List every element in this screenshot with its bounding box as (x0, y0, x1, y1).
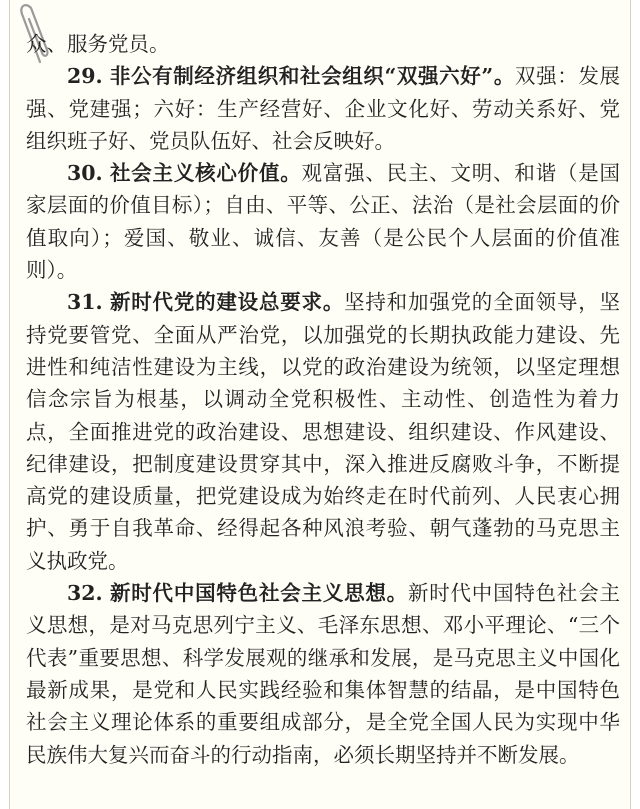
article-text (26, 28, 620, 771)
item-heading: 新时代中国特色社会主义思想。 (109, 581, 408, 606)
paragraph (26, 60, 620, 157)
paragraph (26, 577, 620, 771)
item-number: 30. (67, 161, 103, 186)
paragraph-body: 新时代中国特色社会主义思想，是对马克思列宁主义、毛泽东思想、邓小平理论、“三个代表”重要思想、科学发展观的继承和发展，是马克思主义中国化最新成果，是党和人民实践经验和集体智慧的结晶，是中国特色社会主义理论体系的重要组成部分，是全党全国人民为实现中华民族伟大复兴而奋斗的行动指南，必须长期坚持并不断发展。 (26, 581, 621, 767)
item-heading: 非公有制经济组织和社会组织“双强六好”。 (109, 64, 515, 89)
paragraph-body: 坚持和加强党的全面领导，坚持党要管党、全面从严治党，以加强党的长期执政能力建设、先进性和纯洁性建设为主线，以党的政治建设为统领，以坚定理想信念宗旨为根基，以调动全党积极性、主动性、创造性为着力点，全面推进党的政治建设、思想建设、组织建设、作风建设、纪律建设，把制度建设贯穿其中，深入推进反腐败斗争，不断提高党的建设质量，把党建设成为始终走在时代前列、人民衷心拥护、勇于自我革命、经得起各种风浪考验、朝气蓬勃的马克思主义执政党。 (26, 290, 621, 573)
paragraph-body: 观富强、民主、文明、和谐（是国家层面的价值目标）；自由、平等、公正、法治（是社会层面的价值取向）；爱国、敬业、诚信、友善（是公民个人层面的价值准则）。 (26, 161, 621, 283)
document-page (9, 0, 631, 809)
paragraph (26, 28, 620, 60)
item-number: 32. (67, 581, 103, 606)
item-heading: 新时代党的建设总要求。 (109, 290, 345, 315)
paragraph (26, 286, 620, 577)
item-number: 29. (67, 64, 103, 89)
paragraph-body: 众、服务党员。 (26, 32, 170, 56)
item-heading: 社会主义核心价值。 (109, 161, 302, 186)
paragraph-body: 双强：发展强、党建强；六好：生产经营好、企业文化好、劳动关系好、党组织班子好、党员队伍好、社会反映好。 (26, 64, 620, 153)
paragraph (26, 157, 620, 286)
item-number: 31. (67, 290, 103, 315)
